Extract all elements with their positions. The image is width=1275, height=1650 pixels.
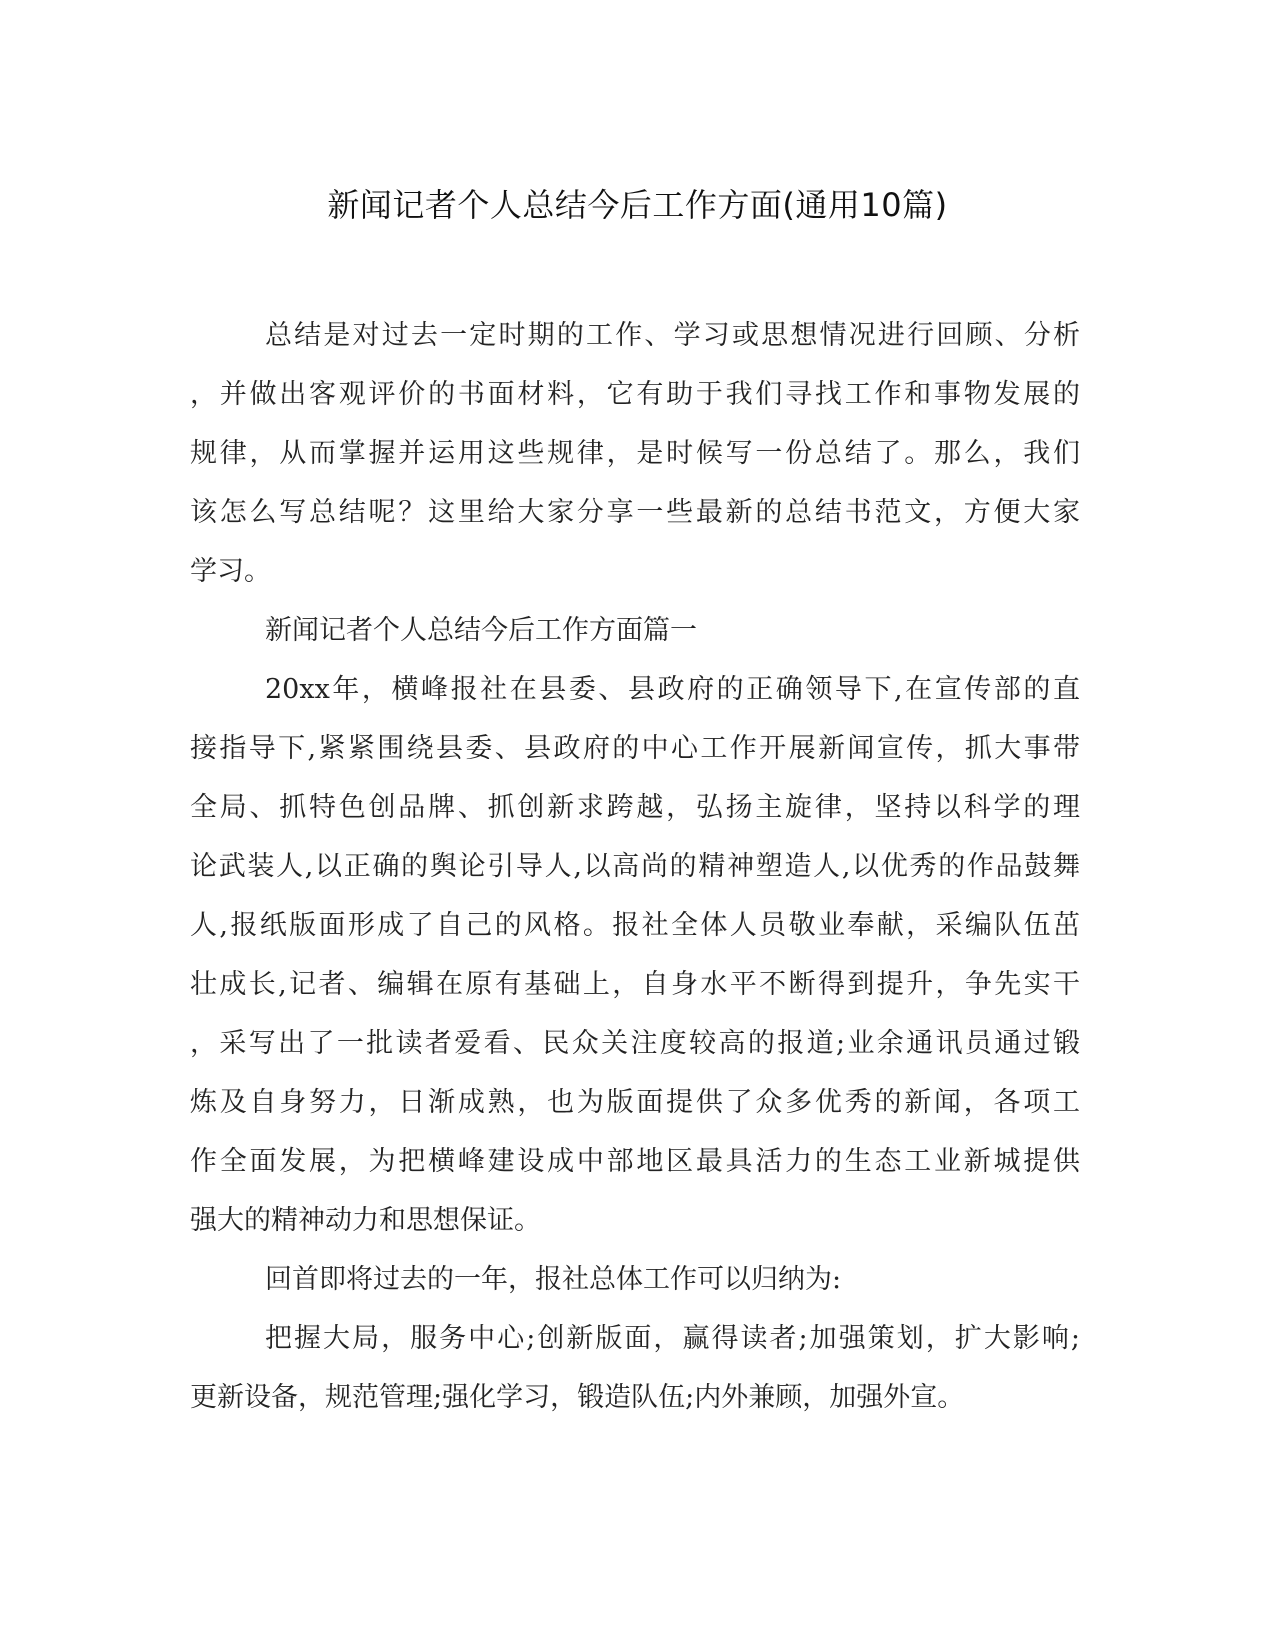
paragraph-4-line-2: 更新设备，规范管理;强化学习，锻造队伍;内外兼顾，加强外宣。: [190, 1382, 965, 1413]
paragraph-3-line-1: 回首即将过去的一年，报社总体工作可以归纳为:: [265, 1264, 842, 1295]
paragraph-2-line-1: 20xx年，横峰报社在县委、县政府的正确领导下,在宣传部的直: [265, 674, 1080, 705]
paragraph-2-line-5: 人,报纸版面形成了自己的风格。报社全体人员敬业奉献，采编队伍茁: [190, 910, 1080, 941]
paragraph-2-line-7: ，采写出了一批读者爱看、民众关注度较高的报道;业余通讯员通过锻: [190, 1028, 1080, 1059]
paragraph-2-line-6: 壮成长,记者、编辑在原有基础上，自身水平不断得到提升，争先实干: [190, 969, 1080, 1000]
paragraph-1-line-3: 规律，从而掌握并运用这些规律，是时候写一份总结了。那么，我们: [190, 438, 1080, 469]
paragraph-1-line-2: ，并做出客观评价的书面材料，它有助于我们寻找工作和事物发展的: [190, 379, 1080, 410]
paragraph-2-line-4: 论武装人,以正确的舆论引导人,以高尚的精神塑造人,以优秀的作品鼓舞: [190, 851, 1080, 882]
paragraph-2-line-3: 全局、抓特色创品牌、抓创新求跨越，弘扬主旋律，坚持以科学的理: [190, 792, 1080, 823]
section-heading: 新闻记者个人总结今后工作方面篇一: [265, 615, 697, 646]
paragraph-2-line-9: 作全面发展，为把横峰建设成中部地区最具活力的生态工业新城提供: [190, 1146, 1080, 1177]
document-title: 新闻记者个人总结今后工作方面(通用10篇): [327, 186, 948, 224]
paragraph-1-line-1: 总结是对过去一定时期的工作、学习或思想情况进行回顾、分析: [265, 320, 1080, 351]
paragraph-2-line-10: 强大的精神动力和思想保证。: [190, 1205, 541, 1236]
paragraph-2-line-8: 炼及自身努力，日渐成熟，也为版面提供了众多优秀的新闻，各项工: [190, 1087, 1080, 1118]
paragraph-2-line-2: 接指导下,紧紧围绕县委、县政府的中心工作开展新闻宣传，抓大事带: [190, 733, 1080, 764]
paragraph-4-line-1: 把握大局，服务中心;创新版面，赢得读者;加强策划，扩大影响;: [265, 1323, 1080, 1354]
paragraph-1-line-4: 该怎么写总结呢？这里给大家分享一些最新的总结书范文，方便大家: [190, 497, 1080, 528]
paragraph-1-line-5: 学习。: [190, 556, 271, 587]
